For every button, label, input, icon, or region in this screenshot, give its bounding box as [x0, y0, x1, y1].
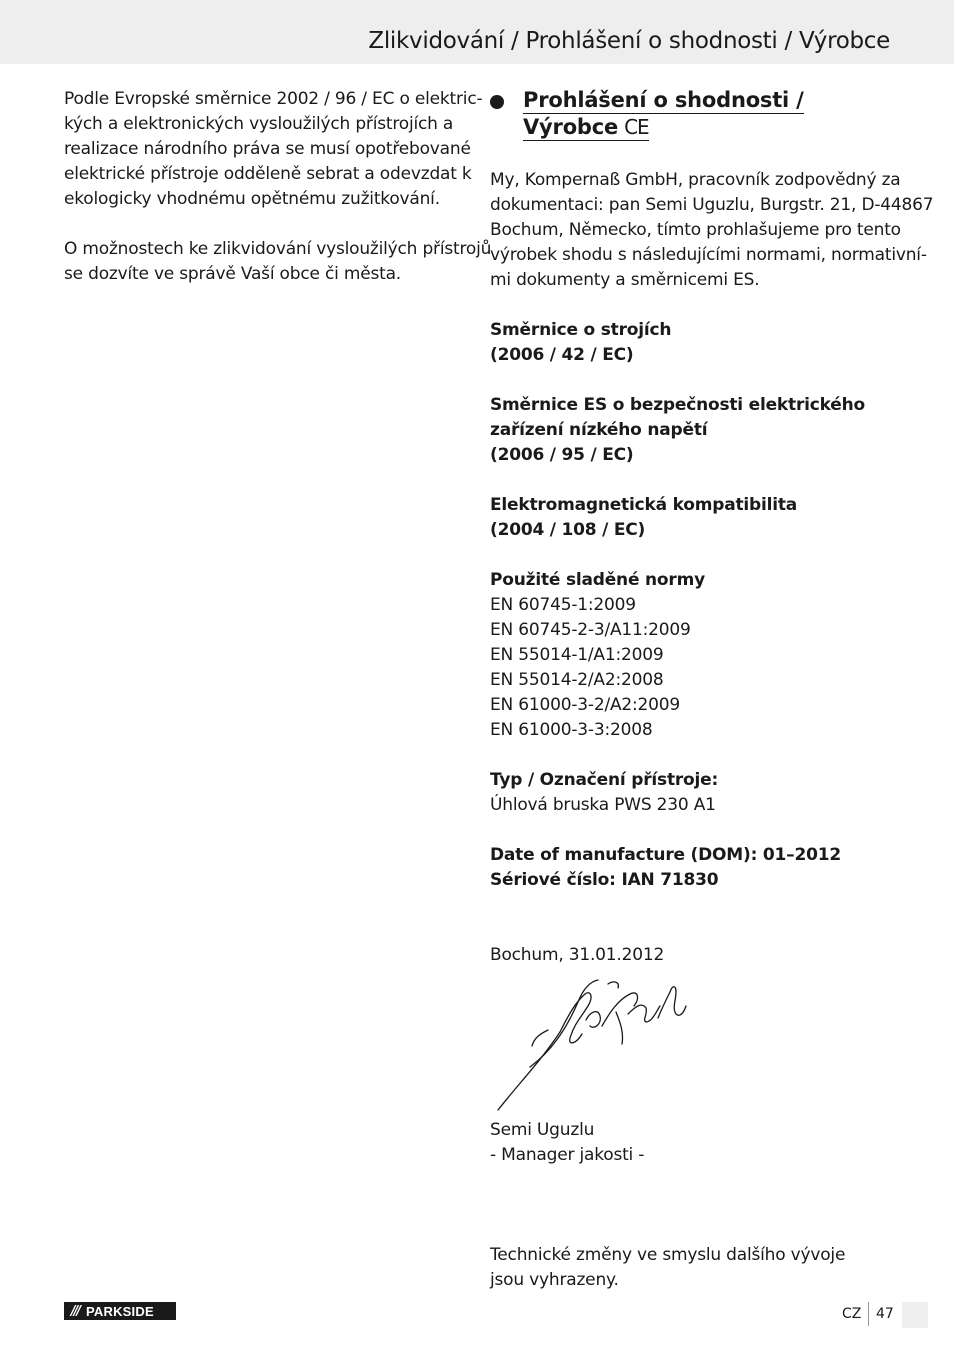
heading-line-2: Výrobce — [523, 115, 619, 139]
date-of-manufacture: Date of manufacture (DOM): 01–2012 — [490, 845, 841, 865]
footer-divider — [868, 1302, 869, 1326]
page-number: 47 — [876, 1306, 894, 1322]
lowvoltage-directive: Směrnice ES o bezpečnosti elektrického — [490, 395, 866, 415]
lowvoltage-directive: zařízení nízkého napětí — [490, 420, 708, 440]
signature-image — [490, 972, 700, 1112]
norm-item: EN 61000-3-3:2008 — [490, 720, 653, 740]
signer-role: - Manager jakosti - — [490, 1145, 645, 1165]
norms-title: Použité sladěné normy — [490, 570, 705, 590]
machinery-directive: Směrnice o strojích — [490, 320, 672, 340]
type-value: Úhlová bruska PWS 230 A1 — [490, 795, 716, 815]
norm-item: EN 60745-1:2009 — [490, 595, 636, 615]
disposal-line: kých a elektronických vysloužilých přístrojích a — [64, 114, 454, 134]
declaration-heading — [490, 87, 900, 143]
emc-directive: Elektromagnetická kompatibilita — [490, 495, 798, 515]
language-code: CZ — [842, 1306, 862, 1322]
disposal-column — [64, 87, 492, 287]
disposal-line: realizace národního práva se musí opotřebované — [64, 139, 471, 159]
bullet-icon — [490, 95, 504, 109]
ce-mark-icon: CE — [624, 115, 649, 139]
header-bar — [0, 0, 954, 64]
intro-line: My, Kompernaß GmbH, pracovník zodpovědný za — [490, 170, 901, 190]
footer-tab-marker — [902, 1302, 928, 1328]
disposal-line: Podle Evropské směrnice 2002 / 96 / EC o elektric- — [64, 89, 483, 109]
disposal-line: ekologicky vhodnému opětnému zužitkování. — [64, 189, 440, 209]
tech-note-line: Technické změny ve smyslu dalšího vývoje — [490, 1245, 846, 1265]
intro-line: Bochum, Německo, tímto prohlašujeme pro tento — [490, 220, 901, 240]
intro-line: dokumentaci: pan Semi Uguzlu, Burgstr. 21, D-44867 — [490, 195, 934, 215]
intro-line: mi dokumenty a směrnicemi ES. — [490, 270, 760, 290]
signer-name: Semi Uguzlu — [490, 1120, 595, 1140]
tech-note-line: jsou vyhrazeny. — [490, 1270, 619, 1290]
logo-text: PARKSIDE — [86, 1303, 154, 1319]
heading-line-1: Prohlášení o shodnosti / — [523, 88, 804, 112]
norm-item: EN 60745-2-3/A11:2009 — [490, 620, 691, 640]
emc-directive-code: (2004 / 108 / EC) — [490, 520, 646, 540]
lowvoltage-directive-code: (2006 / 95 / EC) — [490, 445, 634, 465]
norm-item: EN 55014-2/A2:2008 — [490, 670, 664, 690]
disposal-line: elektrické přístroje odděleně sebrat a odevzdat k — [64, 164, 472, 184]
machinery-directive-code: (2006 / 42 / EC) — [490, 345, 634, 365]
intro-line: výrobek shodu s následujícími normami, normativní- — [490, 245, 927, 265]
declaration-column — [490, 87, 934, 1293]
page-title: Zlikvidování / Prohlášení o shodnosti / Výrobce — [368, 28, 890, 54]
place-date: Bochum, 31.01.2012 — [490, 945, 665, 965]
norm-item: EN 55014-1/A1:2009 — [490, 645, 664, 665]
parkside-logo — [64, 1302, 176, 1320]
disposal-info-line: O možnostech ke zlikvidování vysloužilých přístrojů — [64, 239, 492, 259]
serial-number: Sériové číslo: IAN 71830 — [490, 870, 719, 890]
type-label: Typ / Označení přístroje: — [490, 770, 719, 790]
norm-item: EN 61000-3-2/A2:2009 — [490, 695, 681, 715]
disposal-info-line: se dozvíte ve správě Vaší obce či města. — [64, 264, 401, 284]
logo-stripes-icon: /// — [70, 1303, 80, 1319]
